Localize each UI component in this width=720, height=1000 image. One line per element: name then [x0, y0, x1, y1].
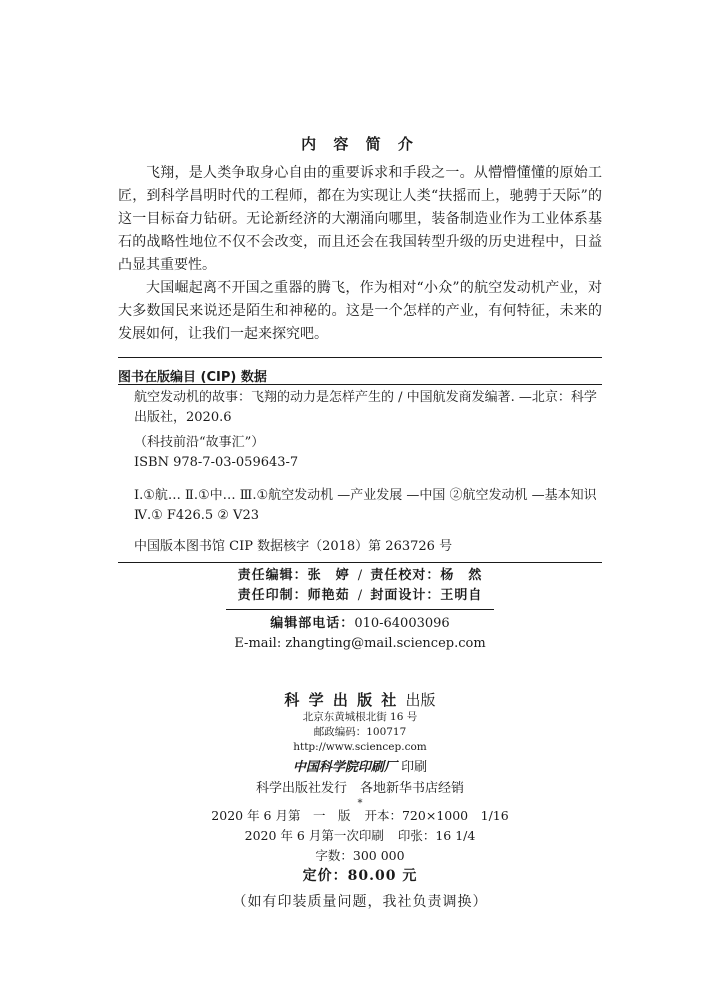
- sheets-label: 印张：: [397, 828, 436, 843]
- credits-row-1: [118, 566, 602, 586]
- phone-row: [118, 614, 602, 634]
- edition-row: [118, 806, 602, 826]
- phone-number: 010-64003096: [354, 616, 450, 631]
- cip-series: [118, 433, 602, 473]
- book-introduction: [118, 162, 602, 346]
- distribution-info: 科学出版社发行 各地新华书店经销: [255, 781, 464, 796]
- editor-name: 张 婷: [307, 568, 350, 583]
- cip-heading: 图书在版编目 (CIP) 数据: [118, 370, 267, 385]
- page-title: 内 容 简 介: [301, 135, 419, 153]
- editorial-credits: [118, 566, 602, 606]
- publisher-name-row: [118, 690, 602, 710]
- cip-classification: [118, 486, 602, 526]
- cip-classification-text: Ⅰ.①航… Ⅱ.①中… Ⅲ.①航空发动机 —产业发展 —中国 ②航空发动机 —基本知识 Ⅳ.① F426.5 ② V23: [134, 488, 597, 523]
- cip-library-record-text: 中国版本图书馆 CIP 数据核字（2018）第 263726 号: [134, 539, 453, 554]
- printer-suffix: 印刷: [401, 760, 428, 775]
- printing-label: 责任印制：: [237, 588, 308, 603]
- edition-info: 2020 年 6 月第 一 版: [211, 808, 351, 823]
- publisher-suffix: 出版: [405, 691, 436, 709]
- email-row: [118, 634, 602, 654]
- cover-name: 王明自: [440, 588, 483, 603]
- publisher-website: http://www.sciencep.com: [293, 741, 427, 753]
- cover-label: 封面设计：: [370, 588, 441, 603]
- publisher-block: [118, 690, 602, 809]
- printing-name: 师艳茹: [307, 588, 350, 603]
- word-count: 字数：300 000: [315, 848, 405, 863]
- asterisk-separator: *: [357, 798, 363, 809]
- credits-separator: /: [357, 588, 363, 603]
- price-row: [118, 866, 602, 886]
- phone-label: 编辑部电话：: [270, 616, 355, 631]
- section-divider: [118, 357, 602, 358]
- price-label: 定价：: [302, 868, 348, 884]
- credits-divider: [226, 609, 494, 610]
- printing-info: 2020 年 6 月第一次印刷: [244, 828, 384, 843]
- intro-paragraph-1: 飞翔，是人类争取身心自由的重要诉求和手段之一。从懵懵懂懂的原始工匠，到科学昌明时代的工程师，都在为实现让人类“扶摇而上，驰骋于天际”的这一目标奋力钻研。无论新经济的大潮涌向哪里，装备制造业作为工业体系基石的战略性地位不仅不会改变，而且还会在我国转型升级的历史进程中，日益凸显其重要性。: [118, 165, 602, 273]
- cip-citation-text: 航空发动机的故事：飞翔的动力是怎样产生的 / 中国航发商发编著. —北京：科学出版社，2020.6: [134, 390, 597, 425]
- publisher-address: 北京东黄城根北街 16 号: [302, 711, 418, 723]
- email-label: E-mail:: [234, 636, 286, 651]
- email-address: zhangting@mail.sciencep.com: [285, 636, 486, 651]
- cip-bottom-rule: [118, 562, 602, 563]
- cip-series-text: （科技前沿“故事汇”）: [134, 435, 265, 450]
- format-label: 开本：: [364, 808, 402, 823]
- publication-specs: [118, 806, 602, 912]
- contact-info: [118, 614, 602, 654]
- cip-heading-rule: [118, 384, 602, 385]
- cip-isbn: ISBN 978-7-03-059643-7: [134, 455, 299, 470]
- credits-row-2: [118, 586, 602, 606]
- proofreader-name: 杨 然: [440, 568, 483, 583]
- sheets-value: 16 1/4: [435, 828, 476, 843]
- cip-library-record: [118, 537, 602, 557]
- printer-name: 中国科学院印刷厂: [292, 760, 397, 775]
- price-value: 80.00 元: [347, 868, 418, 884]
- publisher-name: 科 学 出 版 社: [284, 691, 399, 709]
- quality-note: （如有印装质量问题，我社负责调换）: [232, 894, 488, 910]
- publisher-postcode: 邮政编码：100717: [313, 726, 407, 738]
- credits-separator: /: [357, 568, 363, 583]
- intro-paragraph-2: 大国崛起离不开国之重器的腾飞，作为相对“小众”的航空发动机产业，对大多数国民来说还是陌生和神秘的。这是一个怎样的产业，有何特征，未来的发展如何，让我们一起来探究吧。: [118, 280, 602, 342]
- printer-row: [118, 757, 602, 779]
- proofreader-label: 责任校对：: [370, 568, 441, 583]
- format-value: 720×1000 1/16: [401, 808, 509, 823]
- printing-row: [118, 826, 602, 846]
- editor-label: 责任编辑：: [237, 568, 308, 583]
- cip-citation: [118, 388, 602, 428]
